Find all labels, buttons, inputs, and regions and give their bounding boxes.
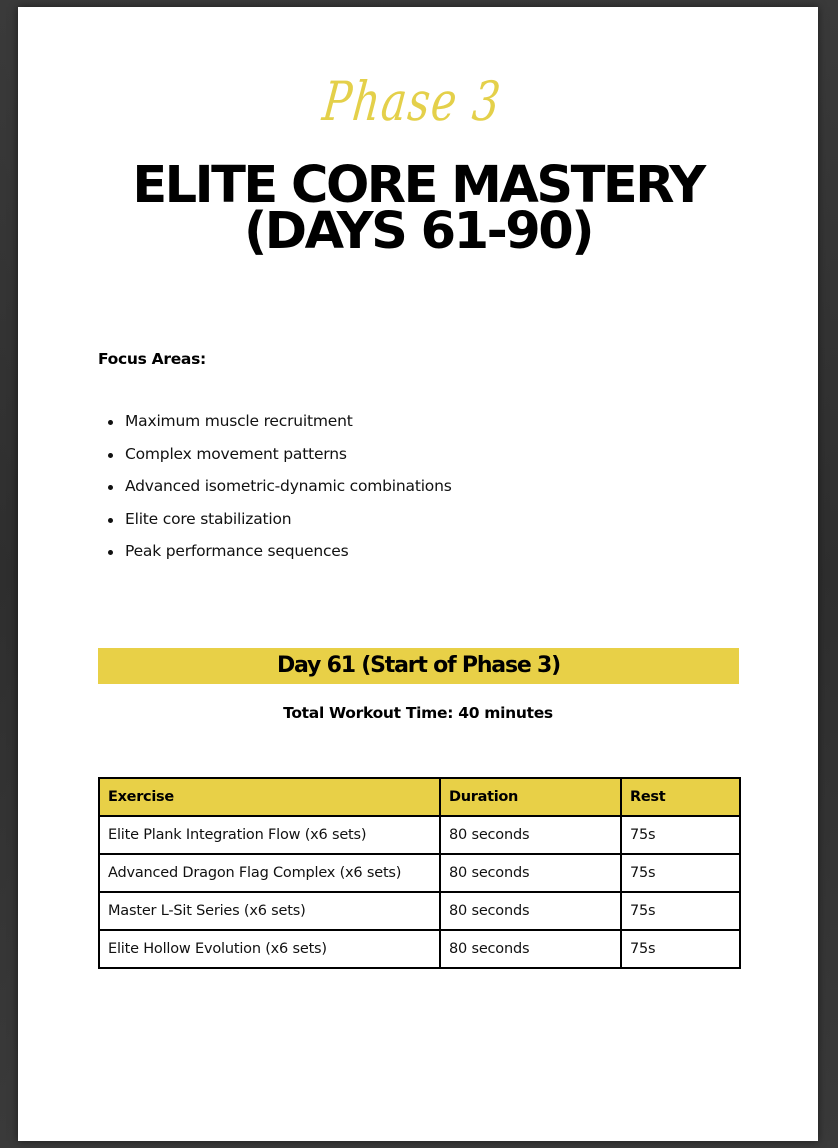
exercise-cell: Advanced Dragon Flag Complex (x6 sets) <box>99 854 440 892</box>
exercise-cell: Elite Hollow Evolution (x6 sets) <box>99 930 440 968</box>
list-item: Complex movement patterns <box>98 445 452 478</box>
phase-script-heading: Phase 3 <box>319 70 505 133</box>
duration-cell: 80 seconds <box>440 892 621 930</box>
rest-cell: 75s <box>621 930 740 968</box>
rest-cell: 75s <box>621 816 740 854</box>
exercise-cell: Elite Plank Integration Flow (x6 sets) <box>99 816 440 854</box>
list-item: Peak performance sequences <box>98 542 452 575</box>
list-item: Advanced isometric-dynamic combinations <box>98 477 452 510</box>
focus-areas-label: Focus Areas: <box>98 350 206 368</box>
column-header-rest: Rest <box>621 778 740 816</box>
list-item: Maximum muscle recruitment <box>98 412 452 445</box>
duration-cell: 80 seconds <box>440 816 621 854</box>
duration-cell: 80 seconds <box>440 930 621 968</box>
workout-table <box>98 777 741 969</box>
table-header-row <box>99 778 740 816</box>
document-page <box>18 7 818 1141</box>
table-row <box>99 816 740 854</box>
exercise-cell: Master L-Sit Series (x6 sets) <box>99 892 440 930</box>
page-title-line-1: ELITE CORE MASTERY <box>132 156 704 215</box>
rest-cell: 75s <box>621 854 740 892</box>
table-row <box>99 930 740 968</box>
page-title-line-2: (DAYS 61-90) <box>243 202 593 261</box>
total-workout-time: Total Workout Time: 40 minutes <box>283 704 553 722</box>
focus-areas-list <box>98 412 452 575</box>
rest-cell: 75s <box>621 892 740 930</box>
table-row <box>99 892 740 930</box>
list-item: Elite core stabilization <box>98 510 452 543</box>
table-row <box>99 854 740 892</box>
day-heading-banner: Day 61 (Start of Phase 3) <box>98 648 739 684</box>
column-header-exercise: Exercise <box>99 778 440 816</box>
column-header-duration: Duration <box>440 778 621 816</box>
duration-cell: 80 seconds <box>440 854 621 892</box>
